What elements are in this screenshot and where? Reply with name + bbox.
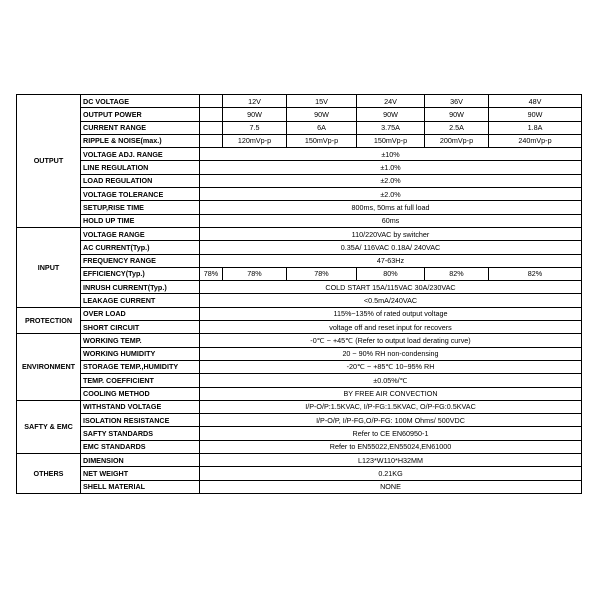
spec-value-cell: 90W xyxy=(357,108,425,121)
spec-row xyxy=(17,334,582,347)
spec-label-output-power: OUTPUT POWER xyxy=(81,108,200,121)
spec-label-load-regulation: LOAD REGULATION xyxy=(81,174,200,187)
spec-row xyxy=(17,400,582,413)
spec-value-cell: 2.5A xyxy=(425,121,489,134)
spec-label-dc-voltage: DC VOLTAGE xyxy=(81,95,200,108)
spec-value-cell: 24V xyxy=(357,95,425,108)
spec-label-over-load: OVER LOAD xyxy=(81,307,200,320)
spec-value-cell: 12V xyxy=(223,95,287,108)
spec-label-shell-material: SHELL MATERIAL xyxy=(81,480,200,493)
spec-value: ±1.0% xyxy=(200,161,582,174)
spec-label-setup-rise-time: SETUP,RISE TIME xyxy=(81,201,200,214)
spec-row xyxy=(17,241,582,254)
spec-value-cell: 36V xyxy=(425,95,489,108)
spec-value-cell: 150mVp-p xyxy=(357,134,425,147)
spec-row xyxy=(17,414,582,427)
spec-label-storage-temp-humidity: STORAGE TEMP.,HUMIDITY xyxy=(81,360,200,373)
spec-label-ac-current-typ: AC CURRENT(Typ.) xyxy=(81,241,200,254)
spec-row xyxy=(17,387,582,400)
spec-label-temp-coefficient: TEMP. COEFFICIENT xyxy=(81,374,200,387)
spec-value: I/P-O/P, I/P-FG,O/P-FG: 100M Ohms/ 500VDC xyxy=(200,414,582,427)
spec-label-withstand-voltage: WITHSTAND VOLTAGE xyxy=(81,400,200,413)
spec-value: Refer to EN55022,EN55024,EN61000 xyxy=(200,440,582,453)
spec-value: BY FREE AIR CONVECTION xyxy=(200,387,582,400)
spec-value-cell: 80% xyxy=(357,267,425,280)
spec-row xyxy=(17,294,582,307)
spec-row xyxy=(17,374,582,387)
spec-value-cell: 90W xyxy=(489,108,582,121)
spec-label-working-temp: WORKING TEMP. xyxy=(81,334,200,347)
spec-value-cell: 15V xyxy=(287,95,357,108)
spec-value: I/P-O/P:1.5KVAC, I/P-FG:1.5KVAC, O/P-FG:0.5KVAC xyxy=(200,400,582,413)
spec-value: ±10% xyxy=(200,148,582,161)
spec-row xyxy=(17,148,582,161)
spec-row xyxy=(17,108,582,121)
spec-label-safty-standards: SAFTY STANDARDS xyxy=(81,427,200,440)
spec-label-cooling-method: COOLING METHOD xyxy=(81,387,200,400)
spec-row xyxy=(17,227,582,240)
spec-row xyxy=(17,307,582,320)
spec-row xyxy=(17,174,582,187)
spec-label-frequency-range: FREQUENCY RANGE xyxy=(81,254,200,267)
section-safty-emc: SAFTY & EMC xyxy=(17,400,81,453)
spec-value-cell: 78% xyxy=(287,267,357,280)
spec-row xyxy=(17,480,582,493)
spec-value-cell: 6A xyxy=(287,121,357,134)
spec-table xyxy=(16,94,582,494)
spec-value: 110/220VAC by switcher xyxy=(200,227,582,240)
spec-value-cell: 240mVp-p xyxy=(489,134,582,147)
spec-label-voltage-adj-range: VOLTAGE ADJ. RANGE xyxy=(81,148,200,161)
spec-value-cell: 120mVp-p xyxy=(223,134,287,147)
spec-row xyxy=(17,321,582,334)
spec-label-net-weight: NET WEIGHT xyxy=(81,467,200,480)
spec-value-cell: 78% xyxy=(200,267,223,280)
spec-row xyxy=(17,254,582,267)
section-environment: ENVIRONMENT xyxy=(17,334,81,400)
spec-label-hold-up-time: HOLD UP TIME xyxy=(81,214,200,227)
spec-label-line-regulation: LINE REGULATION xyxy=(81,161,200,174)
spec-value: Refer to CE EN60950-1 xyxy=(200,427,582,440)
spec-label-working-humidity: WORKING HUMIDITY xyxy=(81,347,200,360)
spec-value: 0.35A/ 116VAC 0.18A/ 240VAC xyxy=(200,241,582,254)
spec-label-inrush-current-typ: INRUSH CURRENT(Typ.) xyxy=(81,281,200,294)
spec-label-dimension: DIMENSION xyxy=(81,454,200,467)
spec-value-cell xyxy=(200,134,223,147)
spec-value-cell: 3.75A xyxy=(357,121,425,134)
spec-row xyxy=(17,427,582,440)
spec-value-cell xyxy=(200,121,223,134)
spec-value: 115%~135% of rated output voltage xyxy=(200,307,582,320)
spec-value: L123*W110*H32MM xyxy=(200,454,582,467)
spec-label-voltage-range: VOLTAGE RANGE xyxy=(81,227,200,240)
spec-row xyxy=(17,360,582,373)
spec-label-isolation-resistance: ISOLATION RESISTANCE xyxy=(81,414,200,427)
spec-value-cell: 90W xyxy=(223,108,287,121)
spec-value: ±2.0% xyxy=(200,188,582,201)
spec-row xyxy=(17,121,582,134)
spec-row xyxy=(17,281,582,294)
spec-row xyxy=(17,440,582,453)
spec-value-cell: 7.5 xyxy=(223,121,287,134)
spec-label-emc-standards: EMC STANDARDS xyxy=(81,440,200,453)
spec-value: -20℃ ~ +85℃ 10~95% RH xyxy=(200,360,582,373)
spec-value: NONE xyxy=(200,480,582,493)
spec-row xyxy=(17,267,582,280)
spec-row xyxy=(17,467,582,480)
spec-row xyxy=(17,454,582,467)
spec-label-ripple-noise-max: RIPPLE & NOISE(max.) xyxy=(81,134,200,147)
spec-value-cell: 82% xyxy=(489,267,582,280)
spec-label-current-range: CURRENT RANGE xyxy=(81,121,200,134)
spec-value: ±2.0% xyxy=(200,174,582,187)
section-others: OTHERS xyxy=(17,454,81,494)
spec-label-efficiency-typ: EFFICIENCY(Typ.) xyxy=(81,267,200,280)
spec-value-cell: 90W xyxy=(425,108,489,121)
spec-value: 60ms xyxy=(200,214,582,227)
spec-value: COLD START 15A/115VAC 30A/230VAC xyxy=(200,281,582,294)
spec-value-cell: 90W xyxy=(287,108,357,121)
spec-label-leakage-current: LEAKAGE CURRENT xyxy=(81,294,200,307)
spec-value-cell: 82% xyxy=(425,267,489,280)
spec-value: ±0.05%/℃ xyxy=(200,374,582,387)
spec-row xyxy=(17,95,582,108)
spec-value-cell xyxy=(200,95,223,108)
spec-value: <0.5mA/240VAC xyxy=(200,294,582,307)
spec-label-short-circuit: SHORT CIRCUIT xyxy=(81,321,200,334)
spec-value: 0.21KG xyxy=(200,467,582,480)
section-output: OUTPUT xyxy=(17,95,81,228)
spec-value: 800ms, 50ms at full load xyxy=(200,201,582,214)
spec-row xyxy=(17,347,582,360)
spec-value: 47-63Hz xyxy=(200,254,582,267)
spec-row xyxy=(17,214,582,227)
spec-label-voltage-tolerance: VOLTAGE TOLERANCE xyxy=(81,188,200,201)
spec-value: -0℃ ~ +45℃ (Refer to output load derating curve) xyxy=(200,334,582,347)
spec-value-cell: 150mVp-p xyxy=(287,134,357,147)
spec-value: 20 ~ 90% RH non-condensing xyxy=(200,347,582,360)
spec-row xyxy=(17,201,582,214)
spec-value-cell: 78% xyxy=(223,267,287,280)
spec-value-cell: 200mVp-p xyxy=(425,134,489,147)
spec-row xyxy=(17,134,582,147)
spec-value-cell xyxy=(200,108,223,121)
spec-value-cell: 48V xyxy=(489,95,582,108)
spec-value-cell: 1.8A xyxy=(489,121,582,134)
section-input: INPUT xyxy=(17,227,81,307)
section-protection: PROTECTION xyxy=(17,307,81,334)
spec-value: voltage off and reset input for recovers xyxy=(200,321,582,334)
spec-row xyxy=(17,188,582,201)
spec-row xyxy=(17,161,582,174)
